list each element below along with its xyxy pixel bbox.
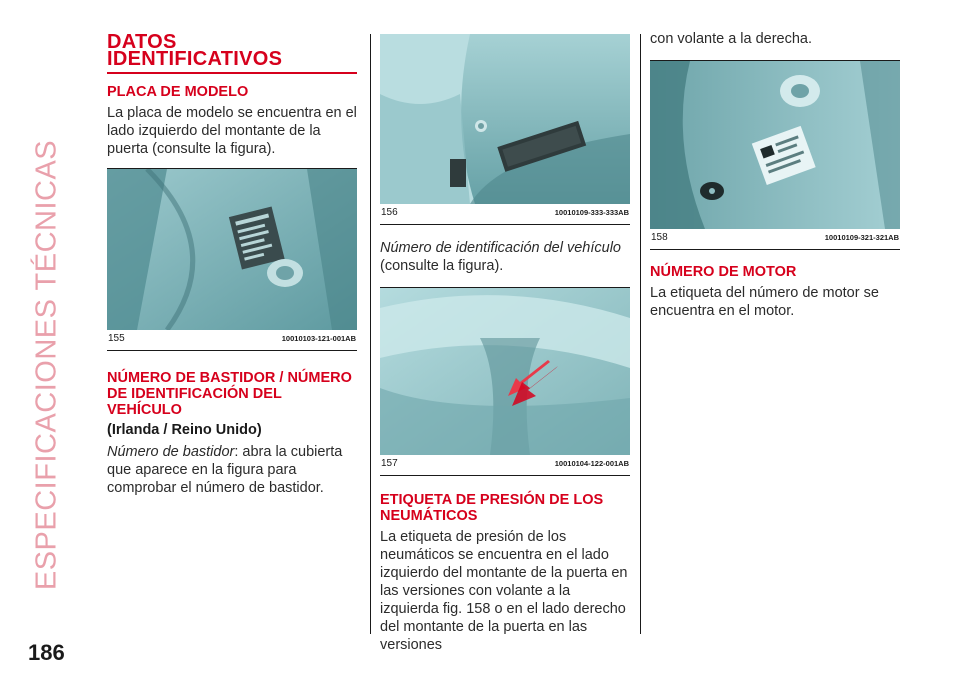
column-divider — [370, 34, 371, 634]
presion-heading: ETIQUETA DE PRESIÓN DE LOS NEUMÁTICOS — [380, 492, 604, 524]
bastidor-text: Número de bastidor: abra la cubierta que aparece en la figura para comprobar el número de bastidor. — [107, 444, 343, 496]
chassis-number-cover-image — [380, 34, 630, 204]
bastidor-heading: NÚMERO DE BASTIDOR / NÚMERO DE IDENTIFICACIÓN DEL VEHÍCULO — [107, 370, 352, 418]
column-1 — [107, 30, 357, 497]
figure-156 — [380, 34, 630, 225]
vin-text: Número de identificación del vehículo (consulte la figura). — [380, 240, 621, 274]
continuation-text: con volante a la derecha. — [650, 31, 813, 47]
tyre-pressure-label-image — [650, 61, 900, 229]
motor-heading: NÚMERO DE MOTOR — [650, 264, 797, 280]
column-divider — [640, 34, 641, 634]
figure-code: 10010103-121-001AB — [281, 334, 356, 343]
figure-157-caption: 157 10010104-122-001AB — [381, 458, 629, 469]
placa-heading: PLACA DE MODELO — [107, 84, 249, 100]
figure-156-image — [380, 34, 630, 204]
figure-158-caption: 158 10010109-321-321AB — [651, 232, 899, 243]
figure-158-image — [650, 61, 900, 229]
figure-number: 155 — [108, 333, 125, 344]
column-2 — [380, 34, 630, 654]
placa-text: La placa de modelo se encuentra en el lado izquierdo del montante de la puerta (consulte la figura). — [107, 105, 357, 157]
figure-155-caption — [107, 330, 357, 350]
bastidor-subheading: (Irlanda / Reino Unido) — [107, 422, 262, 438]
windshield-vin-image — [380, 288, 630, 455]
figure-158 — [650, 60, 900, 250]
presion-text: La etiqueta de presión de los neumáticos se encuentra en el lado izquierdo del montante de la puerta en las versiones con volante a la izquierda fig. 158 o en el lado derecho del montante de la puerta en las versiones — [380, 529, 628, 653]
page-number: 186 — [28, 640, 65, 665]
figure-157 — [380, 287, 630, 476]
motor-text: La etiqueta del número de motor se encuentra en el motor. — [650, 285, 879, 319]
figure-156-caption: 156 10010109-333-333AB — [381, 207, 629, 218]
section-title: DATOS IDENTIFICATIVOS — [107, 34, 357, 74]
figure-155 — [107, 168, 357, 351]
figure-157-image — [380, 288, 630, 455]
figure-155-image — [107, 169, 357, 330]
door-pillar-plate-image — [107, 169, 357, 330]
column-3 — [650, 30, 900, 320]
